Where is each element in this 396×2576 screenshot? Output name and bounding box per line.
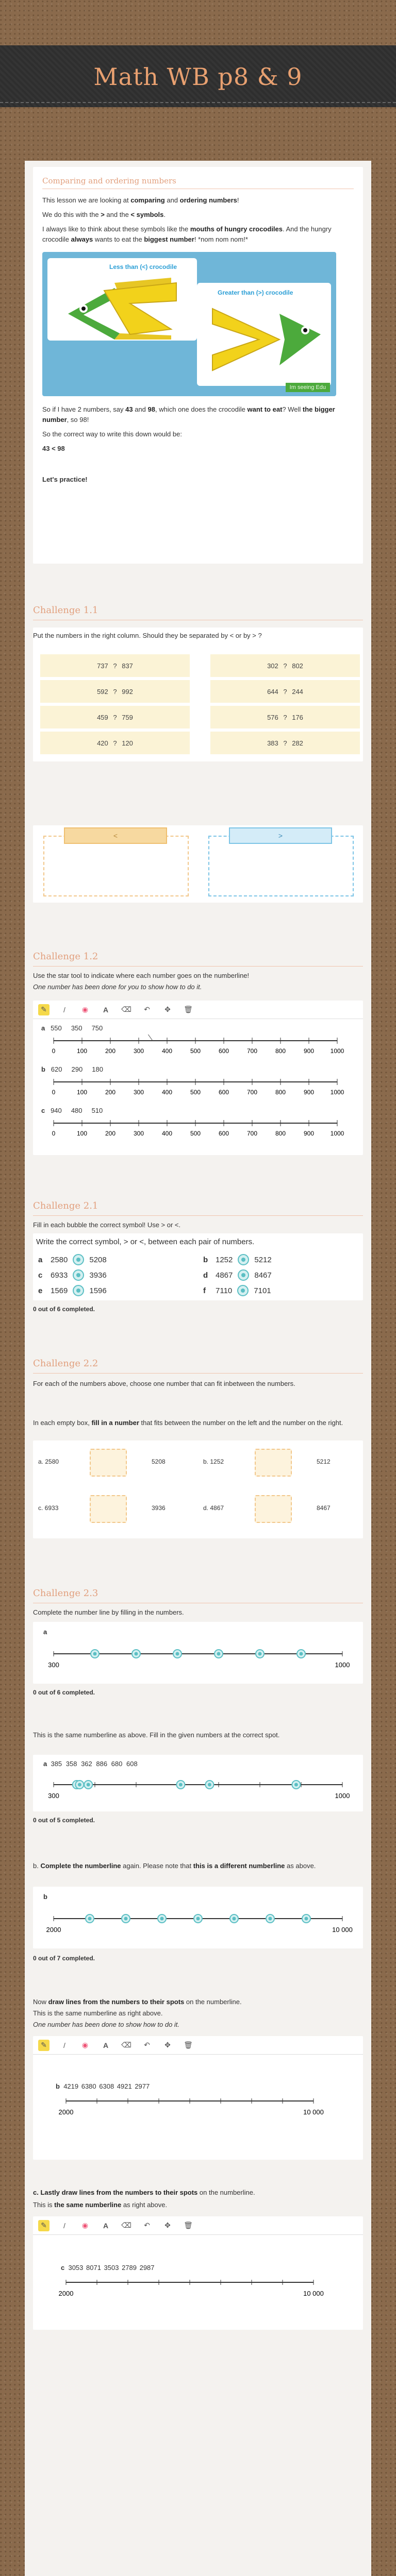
challenge-2-2-title: Challenge 2.2: [33, 1358, 363, 1374]
numberline-c-numbers: c 3053 8071 3503 2789 2987: [61, 2264, 155, 2272]
trash-icon[interactable]: 🗑: [184, 2221, 193, 2229]
answer-bubble-dot: [160, 1917, 164, 1921]
tick-label: 0: [52, 1047, 56, 1055]
intro-answer: 43 < 98: [42, 445, 65, 452]
numberline-row-numbers: c 940 480 510: [41, 1107, 103, 1114]
tick-label: 100: [76, 1130, 88, 1137]
symbol-bubble[interactable]: [73, 1285, 84, 1296]
tick-label: 300: [133, 1130, 144, 1137]
less-than-column[interactable]: [43, 836, 189, 896]
symbol-bubble[interactable]: [73, 1269, 84, 1281]
trash-icon[interactable]: 🗑: [184, 2041, 193, 2049]
challenge-2-3-text-5b: This is the same numberline as right above.: [33, 2201, 168, 2209]
numberline-c[interactable]: [56, 2271, 334, 2312]
challenge-2-3-text-4b: This is the same numberline as right above.: [33, 2009, 163, 2017]
numberline-b-card: [33, 1887, 363, 1948]
tick-label: 700: [246, 1089, 258, 1096]
tick-label: 0: [52, 1089, 56, 1096]
numberline-group: [33, 1019, 363, 1153]
intro-heading: Comparing and ordering numbers: [42, 176, 176, 185]
answer-bubble-dot: [300, 1652, 303, 1656]
answer-bubble-dot: [196, 1917, 200, 1921]
challenge-2-3-title: Challenge 2.3: [33, 1588, 363, 1603]
tick-label: 200: [105, 1047, 116, 1055]
numberline-b[interactable]: [38, 1076, 358, 1101]
numberline-a: [43, 1642, 353, 1679]
undo-icon[interactable]: ↶: [144, 2221, 150, 2229]
fill-right-number: 3936: [152, 1504, 166, 1512]
answer-bubble-dot: [87, 1783, 90, 1787]
answer-bubble-dot: [78, 1783, 81, 1787]
text-icon[interactable]: A: [103, 1005, 109, 1014]
answer-bubble-dot: [88, 1917, 92, 1921]
answer-bubble-dot: [176, 1652, 179, 1656]
move-icon[interactable]: ✥: [164, 2041, 171, 2049]
numberline-row-numbers: a 550 350 750: [41, 1024, 103, 1032]
draggable-tile[interactable]: 420 ? 120: [40, 732, 190, 754]
less-than-crocodile-icon: [53, 273, 187, 340]
crocodile-image: [42, 252, 336, 396]
color-wheel-icon[interactable]: ◉: [81, 2041, 89, 2049]
tick-label: 300: [133, 1089, 144, 1096]
draggable-tile[interactable]: 576 ? 176: [210, 706, 360, 728]
tick-label: 200: [105, 1089, 116, 1096]
answer-bubble-dot: [258, 1652, 262, 1656]
challenge-1-2-card: [33, 1001, 363, 1155]
symbol-pair: f 7110 7101: [203, 1285, 271, 1296]
pencil-icon[interactable]: /: [63, 1005, 65, 1014]
pencil-icon[interactable]: /: [63, 2041, 65, 2049]
answer-bubble-dot: [269, 1917, 272, 1921]
image-watermark: Im seeing Edu: [286, 383, 330, 392]
answer-bubble-dot: [135, 1652, 138, 1656]
eraser-icon[interactable]: ⌫: [121, 1005, 131, 1013]
numberline-a2-card: [33, 1755, 363, 1811]
fill-in-box[interactable]: [255, 1495, 292, 1523]
symbol-bubble[interactable]: [238, 1269, 249, 1281]
challenge-2-1-title: Challenge 2.1: [33, 1200, 363, 1216]
challenge-1-1-card: [33, 628, 363, 761]
answer-bubble-dot: [124, 1917, 128, 1921]
intro-p2: We do this with the > and the < symbols.: [42, 211, 166, 218]
pointer-icon[interactable]: ✎: [38, 2220, 50, 2231]
tick-label: 300: [133, 1047, 144, 1055]
draggable-tile[interactable]: 592 ? 992: [40, 680, 190, 703]
tick-label: 900: [303, 1089, 315, 1096]
fill-in-box[interactable]: [90, 1495, 127, 1523]
answer-bubble-dot: [179, 1783, 183, 1787]
tick-label: 500: [190, 1047, 201, 1055]
tick-label: 600: [218, 1047, 229, 1055]
eraser-icon[interactable]: ⌫: [121, 2221, 131, 2229]
draggable-tile[interactable]: 737 ? 837: [40, 654, 190, 677]
tick-label: 400: [161, 1089, 173, 1096]
numberline-end: 10 000: [303, 2108, 324, 2116]
numberline-start: 300: [48, 1792, 59, 1800]
fill-left-number: a. 2580: [38, 1458, 59, 1465]
drawing-toolbar: [33, 1001, 363, 1019]
fill-right-number: 5212: [317, 1458, 331, 1465]
drawing-toolbar: [33, 2036, 363, 2055]
tick-label: 100: [76, 1089, 88, 1096]
draggable-tile[interactable]: 644 ? 244: [210, 680, 360, 703]
tick-label: 1000: [330, 1089, 344, 1096]
symbol-bubble[interactable]: [237, 1285, 249, 1296]
symbol-pair: d 4867 8467: [203, 1269, 272, 1281]
greater-than-column[interactable]: [208, 836, 354, 896]
challenge-2-2-instructions: For each of the numbers above, choose one number that can fit inbetween the numbers.: [33, 1380, 295, 1387]
numberline-start: 2000: [58, 2290, 74, 2297]
challenge-2-2-instructions-2: In each empty box, fill in a number that fits between the number on the left and the number on the right.: [33, 1419, 343, 1427]
numberline-a2-numbers: a 385 358 362 886 680 608: [43, 1760, 138, 1768]
undo-icon[interactable]: ↶: [144, 1005, 150, 1013]
greater-than-crocodile-icon: [202, 298, 331, 381]
tick-label: 700: [246, 1047, 258, 1055]
fill-in-box[interactable]: [90, 1449, 127, 1477]
draggable-tile[interactable]: 459 ? 759: [40, 706, 190, 728]
numberline-a-status: 0 out of 6 completed.: [33, 1689, 95, 1696]
tick-label: 400: [161, 1130, 173, 1137]
challenge-1-2-title: Challenge 1.2: [33, 951, 363, 967]
answer-bubble-dot: [233, 1917, 236, 1921]
answer-bubble-dot: [294, 1783, 298, 1787]
challenge-2-3-text-4: Now draw lines from the numbers to their spots on the numberline.: [33, 1998, 242, 2006]
tick-label: 900: [303, 1047, 315, 1055]
intro-p3: I always like to think about these symbols like the mouths of hungry crocodiles. And the hungry crocodile always wants to eat the biggest number! *nom nom nom!*: [42, 225, 332, 243]
page-title: Math WB p8 & 9: [93, 63, 303, 91]
fill-boxes: [33, 1440, 363, 1538]
less-than-label: Less than (<) crocodile: [109, 263, 177, 270]
eraser-icon[interactable]: ⌫: [121, 2041, 131, 2049]
tick-label: 200: [105, 1130, 116, 1137]
answer-bubble-dot: [93, 1652, 97, 1656]
challenge-2-2-card: [33, 1440, 363, 1538]
draggable-tile[interactable]: 383 ? 282: [210, 732, 360, 754]
numberline-end: 1000: [335, 1661, 350, 1669]
tick-label: 0: [52, 1130, 56, 1137]
intro-card: [33, 167, 363, 564]
symbol-pairs: [33, 1254, 363, 1300]
greater-than-ribbon: >: [229, 827, 332, 844]
challenge-2-1-header: Write the correct symbol, > or <, between each pair of numbers.: [36, 1238, 255, 1246]
example-marker: [147, 1035, 153, 1041]
intro-practice: Let's practice!: [42, 476, 88, 483]
fill-right-number: 8467: [317, 1504, 331, 1512]
numberline-c[interactable]: [38, 1117, 358, 1143]
text-icon[interactable]: A: [103, 2041, 109, 2049]
challenge-2-1-card: [33, 1233, 363, 1300]
numberline-b2-numbers: b 4219 6380 6308 4921 2977: [56, 2082, 150, 2090]
answer-bubble-dot: [217, 1652, 221, 1656]
fill-left-number: b. 1252: [203, 1458, 224, 1465]
numberline-a2-status: 0 out of 5 completed.: [33, 1817, 95, 1824]
answer-bubble-dot: [208, 1783, 211, 1787]
numberline-end: 1000: [335, 1792, 350, 1800]
challenge-2-3-text-3: b. Complete the numberline again. Please note that this is a different numberline as above.: [33, 1862, 316, 1870]
tick-label: 500: [190, 1130, 201, 1137]
greater-than-label: Greater than (>) crocodile: [218, 289, 293, 296]
numberline-b2-card: [33, 2036, 363, 2160]
symbol-bubble[interactable]: [238, 1254, 249, 1265]
tick-label: 800: [275, 1089, 286, 1096]
tick-label: 1000: [330, 1047, 344, 1055]
numberline-b2[interactable]: [56, 2090, 334, 2131]
color-wheel-icon[interactable]: ◉: [81, 2221, 89, 2229]
symbol-pair: e 1569 1596: [38, 1285, 107, 1296]
tick-label: 700: [246, 1130, 258, 1137]
tick-label: 1000: [330, 1130, 344, 1137]
numberline-row-numbers: b 620 290 180: [41, 1065, 103, 1073]
symbol-pair: c 6933 3936: [38, 1269, 107, 1281]
numberline-a[interactable]: [38, 1035, 358, 1060]
fill-left-number: d. 4867: [203, 1504, 224, 1512]
drawing-toolbar: [33, 2216, 363, 2235]
numberline-start: 300: [48, 1661, 59, 1669]
less-than-ribbon: <: [64, 827, 167, 844]
tick-label: 400: [161, 1047, 173, 1055]
fill-left-number: c. 6933: [38, 1504, 59, 1512]
intro-p5: So the correct way to write this down would be:: [42, 430, 182, 438]
color-wheel-icon[interactable]: ◉: [81, 1005, 89, 1013]
text-icon[interactable]: A: [103, 2221, 109, 2230]
tick-label: 800: [275, 1047, 286, 1055]
challenge-2-3-text-5: c. Lastly draw lines from the numbers to their spots on the numberline.: [33, 2189, 255, 2196]
challenge-1-2-instructions: Use the star tool to indicate where each number goes on the numberline!: [33, 972, 250, 979]
numberline-a2: [43, 1773, 353, 1809]
numberline-c-card: [33, 2216, 363, 2330]
pointer-icon[interactable]: ✎: [38, 2040, 50, 2051]
tick-label: 800: [275, 1130, 286, 1137]
symbol-pair: b 1252 5212: [203, 1254, 272, 1265]
numberline-letter: b: [43, 1893, 47, 1901]
challenge-1-1-title: Challenge 1.1: [33, 605, 363, 620]
draggable-tile[interactable]: 302 ? 802: [210, 654, 360, 677]
worksheet-page: [25, 161, 371, 2576]
move-icon[interactable]: ✥: [164, 2221, 171, 2229]
tick-label: 100: [76, 1047, 88, 1055]
intro-p1: This lesson we are looking at comparing and ordering numbers!: [42, 196, 239, 204]
fill-in-box[interactable]: [255, 1449, 292, 1477]
tick-label: 600: [218, 1130, 229, 1137]
numberline-b-status: 0 out of 7 completed.: [33, 1955, 95, 1962]
numberline-end: 10 000: [332, 1926, 353, 1934]
challenge-2-3-instructions: Complete the number line by filling in the numbers.: [33, 1608, 184, 1616]
pointer-icon[interactable]: ✎: [38, 1004, 50, 1015]
challenge-2-1-status: 0 out of 6 completed.: [33, 1306, 95, 1313]
move-icon[interactable]: ✥: [164, 1005, 171, 1013]
numberline-start: 2000: [46, 1926, 61, 1934]
challenge-2-3-text-2: This is the same numberline as above. Fill in the given numbers at the correct spot.: [33, 1731, 280, 1739]
intro-p4: So if I have 2 numbers, say 43 and 98, which one does the crocodile want to eat? Well the bigger number, so 98!: [42, 405, 335, 423]
pencil-icon[interactable]: /: [63, 2221, 65, 2230]
sort-columns-card: [33, 825, 363, 903]
numberline-a-card: [33, 1622, 363, 1684]
answer-bubble-dot: [305, 1917, 308, 1921]
symbol-bubble[interactable]: [73, 1254, 84, 1265]
challenge-1-1-instructions: Put the numbers in the right column. Should they be separated by < or by > ?: [33, 632, 262, 639]
numberline-b: [43, 1907, 353, 1943]
challenge-2-1-instructions: Fill in each bubble the correct symbol! Use > or <.: [33, 1221, 181, 1229]
challenge-1-2-note: One number has been done for you to show how to do it.: [33, 983, 202, 991]
numberline-end: 10 000: [303, 2290, 324, 2297]
tick-label: 900: [303, 1130, 315, 1137]
undo-icon[interactable]: ↶: [144, 2041, 150, 2049]
challenge-2-3-text-4c: One number has been done to show how to do it.: [33, 2021, 180, 2028]
fill-right-number: 5208: [152, 1458, 166, 1465]
numberline-start: 2000: [58, 2108, 74, 2116]
symbol-pair: a 2580 5208: [38, 1254, 107, 1265]
tick-label: 600: [218, 1089, 229, 1096]
tick-label: 500: [190, 1089, 201, 1096]
numberline-letter: a: [43, 1628, 47, 1636]
tile-grid: [35, 654, 361, 757]
trash-icon[interactable]: 🗑: [184, 1005, 193, 1013]
